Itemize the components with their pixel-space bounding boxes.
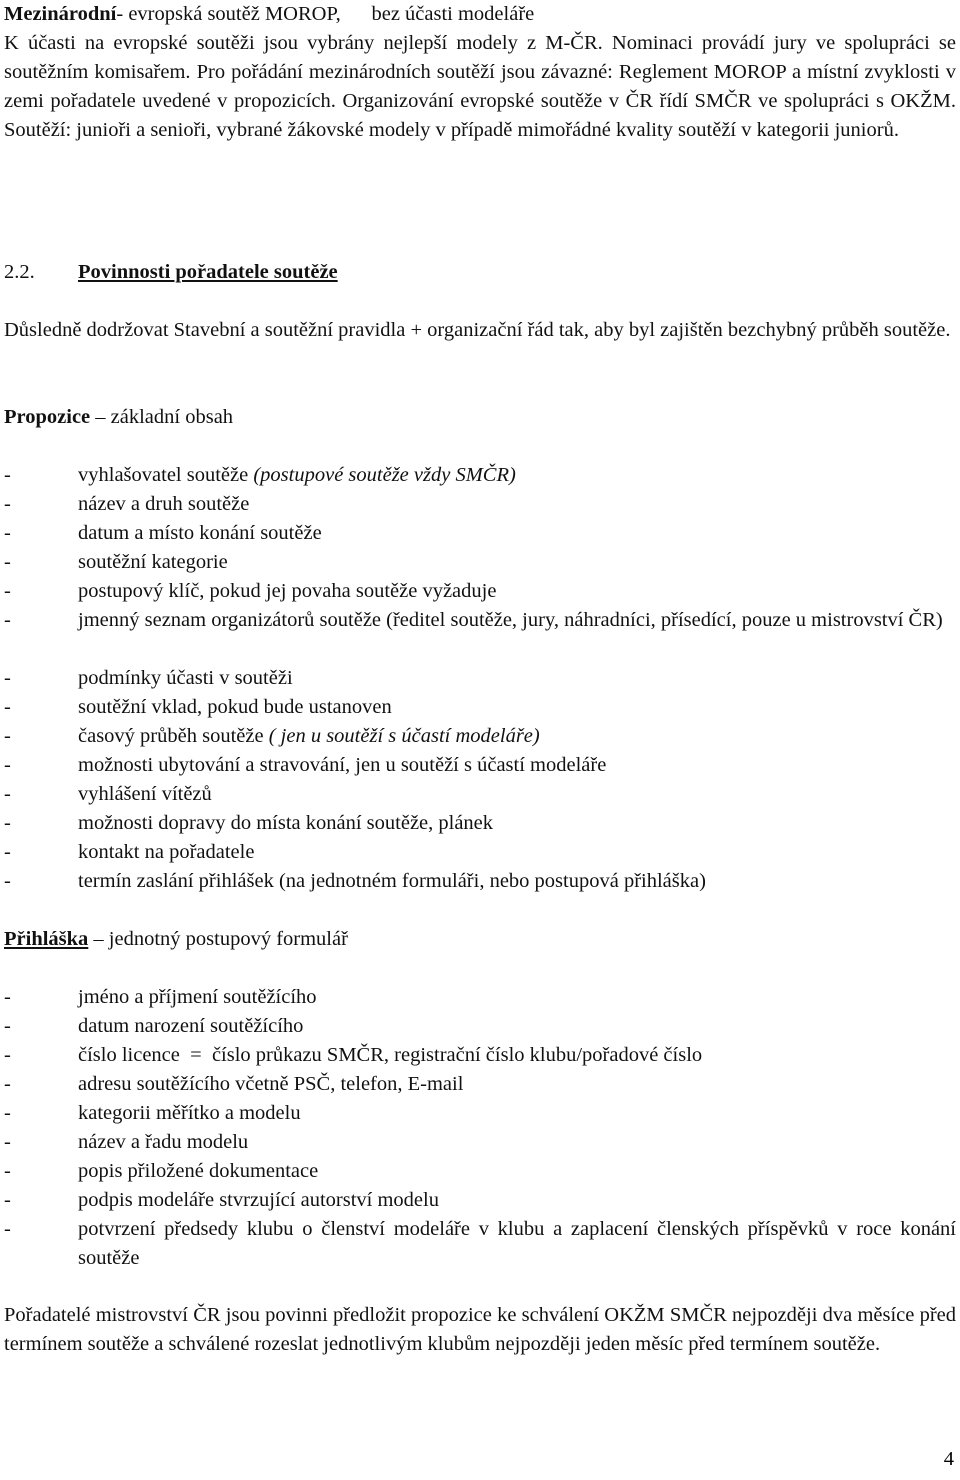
- list-item-text: [78, 809, 956, 838]
- list-item-main: kontakt na pořadatele: [78, 841, 255, 863]
- list-bullet: -: [4, 754, 11, 776]
- list-item-main: adresu soutěžícího včetně PSČ, telefon, E-mail: [78, 1073, 464, 1095]
- list-item-text: [78, 693, 956, 722]
- section-intro: Důsledně dodržovat Stavební a soutěžní pravidla + organizační řád tak, aby byl zajištěn bezchybný průběh soutěže.: [4, 319, 951, 341]
- list-item-text: [78, 867, 956, 896]
- list-item-main: název a druh soutěže: [78, 493, 250, 515]
- list-item-text: [78, 780, 956, 809]
- prihlaska-label: Přihláška: [4, 928, 89, 950]
- list-item-main: možnosti dopravy do místa konání soutěže, plánek: [78, 812, 494, 834]
- list-item-text: [78, 722, 956, 751]
- list-item-text: [78, 606, 956, 635]
- list-bullet: -: [4, 464, 11, 486]
- list-item-main: soutěžní vklad, pokud bude ustanoven: [78, 696, 392, 718]
- list-item-main: kategorii měřítko a modelu: [78, 1102, 301, 1124]
- list-bullet: -: [4, 1015, 11, 1037]
- propozice-label: Propozice: [4, 406, 91, 428]
- list-bullet: -: [4, 841, 11, 863]
- list-item-main: postupový klíč, pokud jej povaha soutěže vyžaduje: [78, 580, 497, 602]
- closing-paragraph: Pořadatelé mistrovství ČR jsou povinni předložit propozice ke schválení OKŽM SMČR nejpozději dva měsíce před termínem soutěže a schválené rozeslat jednotlivým klubům nejpozději jeden měsíc před termínem soutěže.: [4, 1304, 956, 1355]
- intro-paragraph: K účasti na evropské soutěži jsou vybrány nejlepší modely z M-ČR. Nominaci provádí jury ve spolupráci se soutěžním komisařem. Pro pořádání mezinárodních soutěží jsou závazné: Reglement MOROP a místní zvyklosti v zemi pořadatele uvedené v propozicích. Organizování evropské soutěže v ČR řídí SMČR ve spolupráci s OKŽM. Soutěží: junioři a senioři, vybrané žákovské modely v případě mimořádné kvality soutěží v kategorii juniorů.: [4, 32, 956, 141]
- list-item-text: [78, 577, 956, 606]
- list-item-main: číslo licence = číslo průkazu SMČR, registrační číslo klubu/pořadové číslo: [78, 1044, 703, 1066]
- list-bullet: -: [4, 1044, 11, 1066]
- list-bullet: -: [4, 812, 11, 834]
- list-bullet: -: [4, 667, 11, 689]
- list-item-text: [78, 1041, 956, 1070]
- list-bullet: -: [4, 522, 11, 544]
- intro-heading-rest: - evropská soutěž MOROP, bez účasti modeláře: [116, 3, 535, 25]
- list-item-text: [78, 1099, 956, 1128]
- list-bullet: -: [4, 1131, 11, 1153]
- list-item-italic: (postupové soutěže vždy SMČR): [253, 464, 516, 486]
- list-item-text: [78, 838, 956, 867]
- list-bullet: -: [4, 580, 11, 602]
- list-bullet: -: [4, 493, 11, 515]
- list-item-main: popis přiložené dokumentace: [78, 1160, 319, 1182]
- list-item-text: [78, 1128, 956, 1157]
- list-item-text: [78, 983, 956, 1012]
- list-item-text: [78, 1157, 956, 1186]
- section-heading: [4, 258, 956, 287]
- list-item-main: soutěžní kategorie: [78, 551, 228, 573]
- list-item-main: možnosti ubytování a stravování, jen u soutěží s účastí modeláře: [78, 754, 607, 776]
- list-bullet: -: [4, 1073, 11, 1095]
- list-item-main: jmenný seznam organizátorů soutěže (ředitel soutěže, jury, náhradníci, přísedící, pouze u mistrovství ČR): [78, 609, 943, 631]
- list-item-text: [78, 490, 956, 519]
- list-bullet: -: [4, 725, 11, 747]
- list-item-main: vyhlašovatel soutěže: [78, 464, 254, 486]
- list-item-main: potvrzení předsedy klubu o členství modeláře v klubu a zaplacení členských příspěvků v roce konání soutěže: [78, 1218, 956, 1269]
- prihlaska-heading: [4, 925, 956, 954]
- list-item-text: [78, 519, 956, 548]
- list-item-main: datum a místo konání soutěže: [78, 522, 322, 544]
- list-item-main: jméno a příjmení soutěžícího: [78, 986, 317, 1008]
- list-item-italic: ( jen u soutěží s účastí modeláře): [268, 725, 540, 747]
- list-item-text: [78, 461, 956, 490]
- section-number: 2.2.: [4, 261, 35, 283]
- list-bullet: -: [4, 783, 11, 805]
- section-title: Povinnosti pořadatele soutěže: [78, 261, 338, 283]
- list-item-text: [78, 1012, 956, 1041]
- list-item-main: datum narození soutěžícího: [78, 1015, 304, 1037]
- list-bullet: -: [4, 1189, 11, 1211]
- list-item-main: časový průběh soutěže: [78, 725, 269, 747]
- prihlaska-rest: – jednotný postupový formulář: [88, 928, 348, 950]
- list-item-text: [78, 1070, 956, 1099]
- list-bullet: -: [4, 551, 11, 573]
- list-item-text: [78, 548, 956, 577]
- list-item-main: podpis modeláře stvrzující autorství modelu: [78, 1189, 439, 1211]
- propozice-rest: – základní obsah: [90, 406, 234, 428]
- list-bullet: -: [4, 1218, 11, 1240]
- list-item-text: [78, 1186, 956, 1215]
- list-item-text: [78, 751, 956, 780]
- propozice-heading: [4, 403, 956, 432]
- list-bullet: -: [4, 696, 11, 718]
- list-item-main: podmínky účasti v soutěži: [78, 667, 293, 689]
- list-item-main: název a řadu modelu: [78, 1131, 249, 1153]
- list-bullet: -: [4, 986, 11, 1008]
- list-bullet: -: [4, 1102, 11, 1124]
- list-item-text: [78, 664, 956, 693]
- intro-heading-bold: Mezinárodní: [4, 3, 117, 25]
- list-bullet: -: [4, 609, 11, 631]
- list-item-main: vyhlášení vítězů: [78, 783, 212, 805]
- list-item-text: [78, 1215, 956, 1273]
- list-bullet: -: [4, 870, 11, 892]
- list-item-main: termín zaslání přihlášek (na jednotném formuláři, nebo postupová přihláška): [78, 870, 706, 892]
- list-bullet: -: [4, 1160, 11, 1182]
- page-number: 4: [943, 1448, 954, 1470]
- intro-heading: [4, 0, 956, 29]
